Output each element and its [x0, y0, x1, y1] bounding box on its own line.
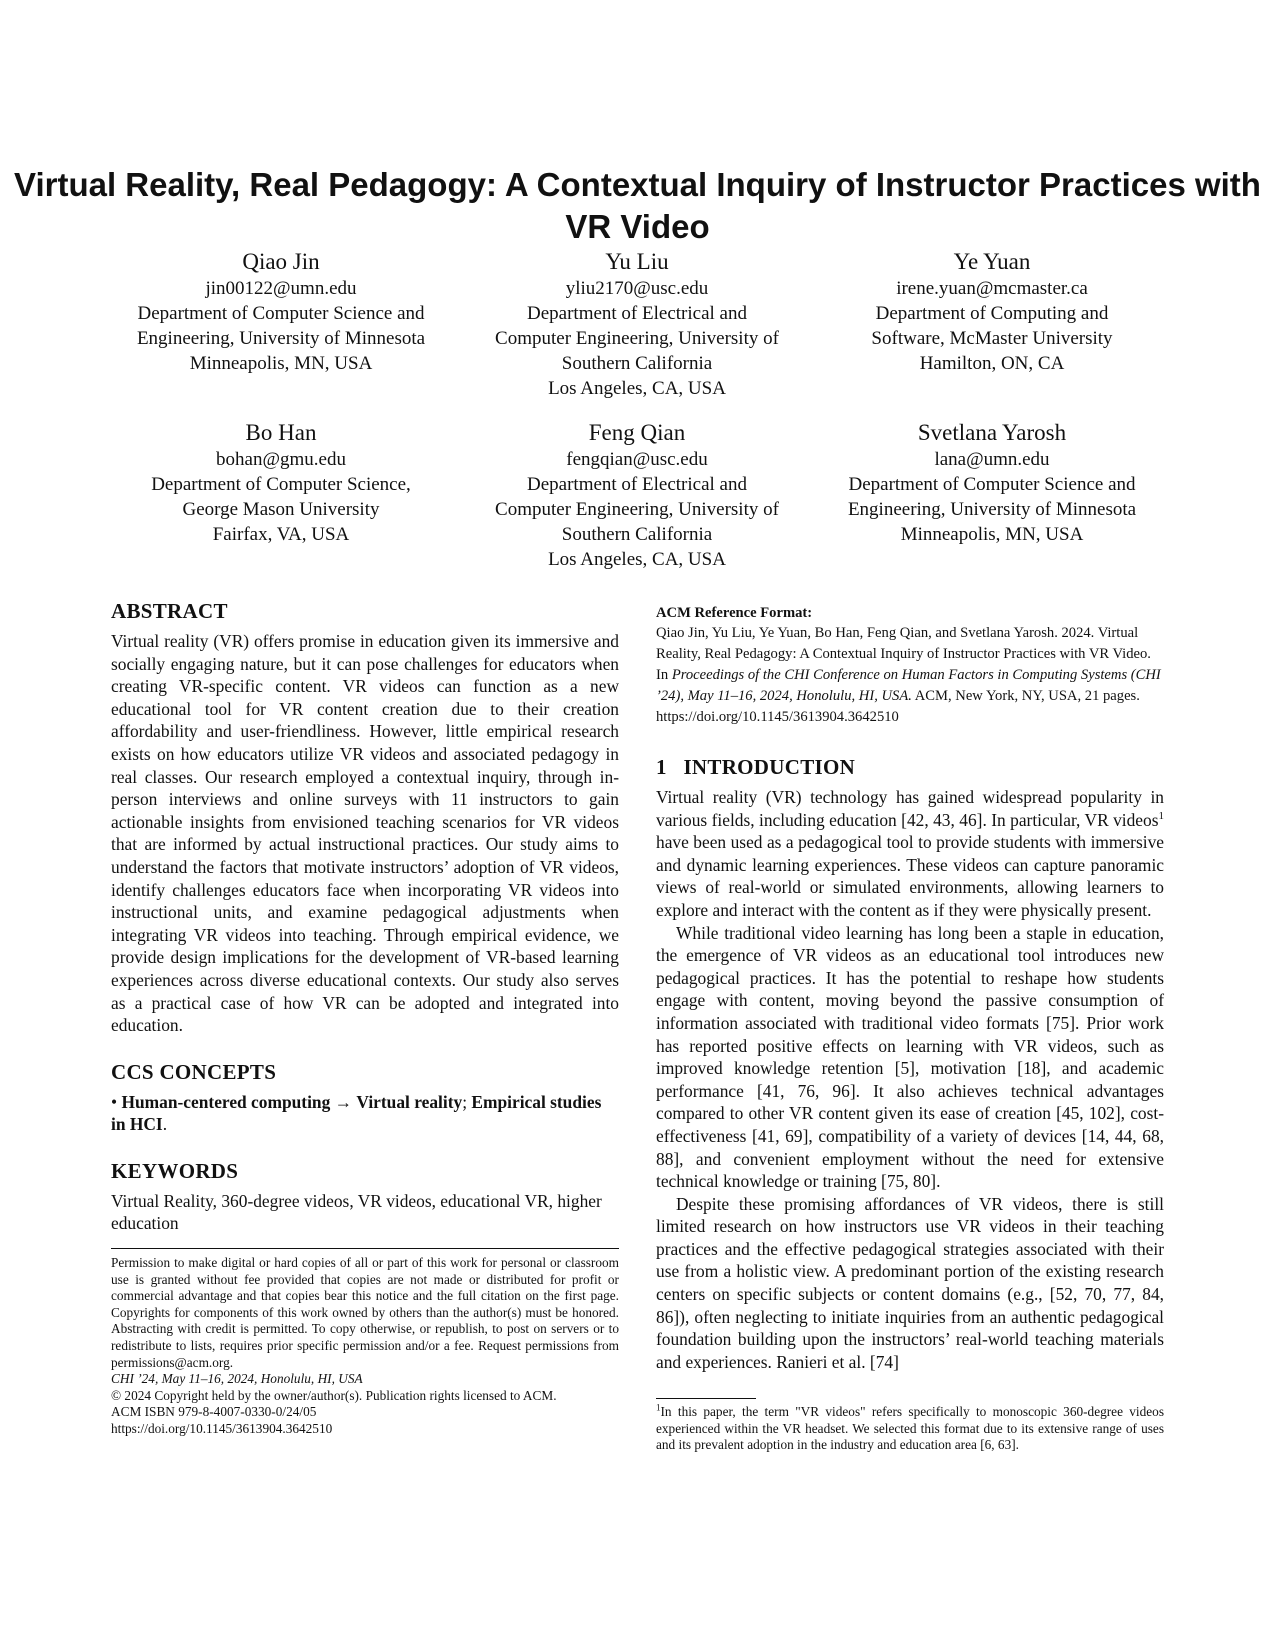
author-affiliation: Minneapolis, MN, USA [900, 524, 1084, 545]
author-email: irene.yuan@mcmaster.ca [896, 278, 1088, 299]
author-block [822, 248, 1162, 376]
author-email: bohan@gmu.edu [216, 449, 346, 470]
author-affiliation: Department of Electrical and [527, 303, 747, 324]
author-name: Ye Yuan [953, 249, 1031, 274]
ccs-concepts [111, 1091, 619, 1136]
author-name: Yu Liu [605, 249, 669, 274]
intro-paragraph: While traditional video learning has long been a staple in education, the emergence of VR videos as an educational tool introduces new pedagogical practices. It has the potential to reshape how students engage with content, moving beyond the passive consumption of information associated with traditional video formats [75]. Prior work has reported positive effects on learning with VR videos, such as improved knowledge retention [5], motivation [18], and academic performance [41, 76, 96]. It also achieves technical advantages compared to other VR content given its ease of creation [45, 102], cost-effectiveness [41, 69], compatibility of a variety of devices [14, 44, 68, 88], and convenient employment without the need for extensive technical knowledge or training [75, 80]. [656, 922, 1164, 1192]
keywords-heading: KEYWORDS [111, 1158, 239, 1183]
intro-paragraph [656, 786, 1164, 922]
author-name: Feng Qian [588, 420, 686, 445]
ccs-term: Empirical studies in HCI [111, 1091, 602, 1135]
ccs-term: Virtual reality [356, 1091, 463, 1112]
keywords-text: Virtual Reality, 360-degree videos, VR videos, educational VR, higher education [111, 1190, 602, 1234]
footnote-ref[interactable]: 1 [1158, 809, 1164, 822]
author-email: jin00122@umn.edu [205, 278, 357, 299]
author-affiliation: Engineering, University of Minnesota [136, 328, 426, 349]
ccs-separator: ; [462, 1091, 468, 1112]
author-affiliation: Department of Computer Science and [848, 474, 1136, 495]
author-name: Bo Han [245, 420, 317, 445]
acm-ref-heading: ACM Reference Format: [656, 605, 813, 621]
intro-body [656, 786, 1164, 1373]
copyright-notice: © 2024 Copyright held by the owner/author(s). Publication rights licensed to ACM. [111, 1387, 557, 1403]
author-affiliation: Los Angeles, CA, USA [548, 378, 726, 399]
footnote-mark: 1 [656, 1402, 661, 1413]
author-affiliation: Hamilton, ON, CA [919, 353, 1065, 374]
author-affiliation: Department of Computing and [875, 303, 1109, 324]
author-affiliation: Southern California [561, 524, 713, 545]
doi-link[interactable]: https://doi.org/10.1145/3613904.3642510 [111, 1420, 333, 1436]
author-block [111, 248, 451, 376]
conference-info: CHI ’24, May 11–16, 2024, Honolulu, HI, USA [111, 1371, 363, 1387]
author-affiliation: Software, McMaster University [871, 328, 1113, 349]
author-name: Qiao Jin [242, 249, 320, 274]
isbn: ACM ISBN 979-8-4007-0330-0/24/05 [111, 1404, 317, 1420]
footnote [656, 1404, 1164, 1454]
acm-ref-proceedings: Proceedings of the CHI Conference on Human Factors in Computing Systems (CHI ’24), May 11–16, 2024, Honolulu, HI, USA. [656, 667, 1161, 704]
author-affiliation: Computer Engineering, University of [495, 499, 779, 520]
author-affiliation: Fairfax, VA, USA [212, 524, 350, 545]
intro-text: Virtual reality (VR) technology has gained widespread popularity in various fields, including education [42, 43, 46]. In particular, VR videos [656, 787, 1164, 830]
intro-paragraph: Despite these promising affordances of VR videos, there is still limited research on how instructors use VR videos in their teaching practices and the effective pedagogical strategies associated with their use from a holistic view. A predominant portion of the existing research centers on specific subjects or content domains (e.g., [52, 70, 77, 84, 86]), often neglecting to initiate inquiries from an authentic pedagogical foundation building upon the instructors’ real-world teaching materials and experiences. Ranieri et al. [74] [656, 1193, 1164, 1372]
abstract-heading: ABSTRACT [111, 599, 228, 623]
author-affiliation: Engineering, University of Minnesota [847, 499, 1137, 520]
author-block [467, 248, 807, 401]
ccs-arrow: → [334, 1091, 353, 1112]
ccs-bullet: • [111, 1091, 118, 1112]
ccs-term: Human-centered computing [121, 1091, 331, 1112]
author-email: yliu2170@usc.edu [565, 278, 709, 299]
author-affiliation: George Mason University [182, 499, 380, 520]
permission-text: Permission to make digital or hard copies of all or part of this work for personal or classroom use is granted without fee provided that copies are not made or distributed for profit or commercial advantage and that copies bear this notice and the full citation on the first page. Copyrights for components of this work owned by others than the author(s) must be honored. Abstracting with credit is permitted. To copy otherwise, or republish, to post on servers or to redistribute to lists, requires prior specific permission and/or a fee. Request permissions from permissions@acm.org. [111, 1255, 619, 1370]
author-affiliation: Department of Computer Science and [137, 303, 425, 324]
author-email: fengqian@usc.edu [566, 449, 708, 470]
ccs-heading: CCS CONCEPTS [111, 1059, 277, 1084]
footnote-text: In this paper, the term "VR videos" refers specifically to monoscopic 360-degree videos experienced within the VR headset. We selected this format due to its extensive range of uses and its prevalent adoption in the industry and education area [6, 63]. [656, 1404, 1164, 1453]
author-email: lana@umn.edu [934, 449, 1050, 470]
author-name: Svetlana Yarosh [917, 420, 1067, 445]
right-column [656, 604, 1164, 1373]
author-affiliation: Southern California [561, 353, 713, 374]
author-affiliation: Department of Computer Science, [151, 474, 411, 495]
ccs-end: . [162, 1114, 168, 1135]
author-block [822, 419, 1162, 547]
acm-ref-part: Qiao Jin, Yu Liu, Ye Yuan, Bo Han, Feng Qian, and Svetlana Yarosh. 2024. Virtual Reality, Real Pedagogy: A Contextual Inquiry of Instructor Practices with VR Video. In [656, 625, 1151, 683]
footnote-rule [656, 1398, 756, 1399]
author-block [467, 419, 807, 572]
left-column [111, 598, 619, 1235]
author-block [111, 419, 451, 547]
abstract-text: Virtual reality (VR) offers promise in education given its immersive and socially engaging nature, but it can pose challenges for educators when creating VR-specific content. VR videos can function as a new educational tool for VR content creation due to their creation affordability and user-friendliness. However, little empirical research exists on how educators utilize VR videos and associated pedagogy in real classes. Our research employed a contextual inquiry, through in-person interviews and online surveys with 11 instructors to gain actionable insights from envisioned teaching scenarios for VR videos that are informed by actual instructional practices. Our study aims to understand the factors that motivate instructors’ adoption of VR videos, identify challenges educators face when incorporating VR videos into instructional units, and examine pedagogical adjustments when integrating VR videos into teaching. Through empirical evidence, we provide design implications for the development of VR-based learning experiences across diverse educational contexts. Our study also serves as a practical case of how VR can be adopted and integrated into education. [111, 631, 619, 1036]
author-affiliation: Computer Engineering, University of [495, 328, 779, 349]
paper-title: Virtual Reality, Real Pedagogy: A Contextual Inquiry of Instructor Practices with VR Video [14, 166, 1261, 245]
acm-ref-part: ACM, New York, NY, USA, 21 pages. https://doi.org/10.1145/3613904.3642510 [656, 688, 1140, 725]
acm-ref-text [656, 623, 1164, 728]
author-affiliation: Minneapolis, MN, USA [189, 353, 373, 374]
author-affiliation: Department of Electrical and [527, 474, 747, 495]
author-affiliation: Los Angeles, CA, USA [548, 549, 726, 570]
intro-heading: 1 INTRODUCTION [656, 755, 856, 779]
intro-text: have been used as a pedagogical tool to provide students with immersive and dynamic learning experiences. These videos can capture panoramic views of real-world or simulated environments, allowing learners to explore and interact with the content as if they were physically present. [656, 832, 1164, 920]
footnote-rule [111, 1248, 619, 1249]
permission-block [111, 1255, 619, 1438]
